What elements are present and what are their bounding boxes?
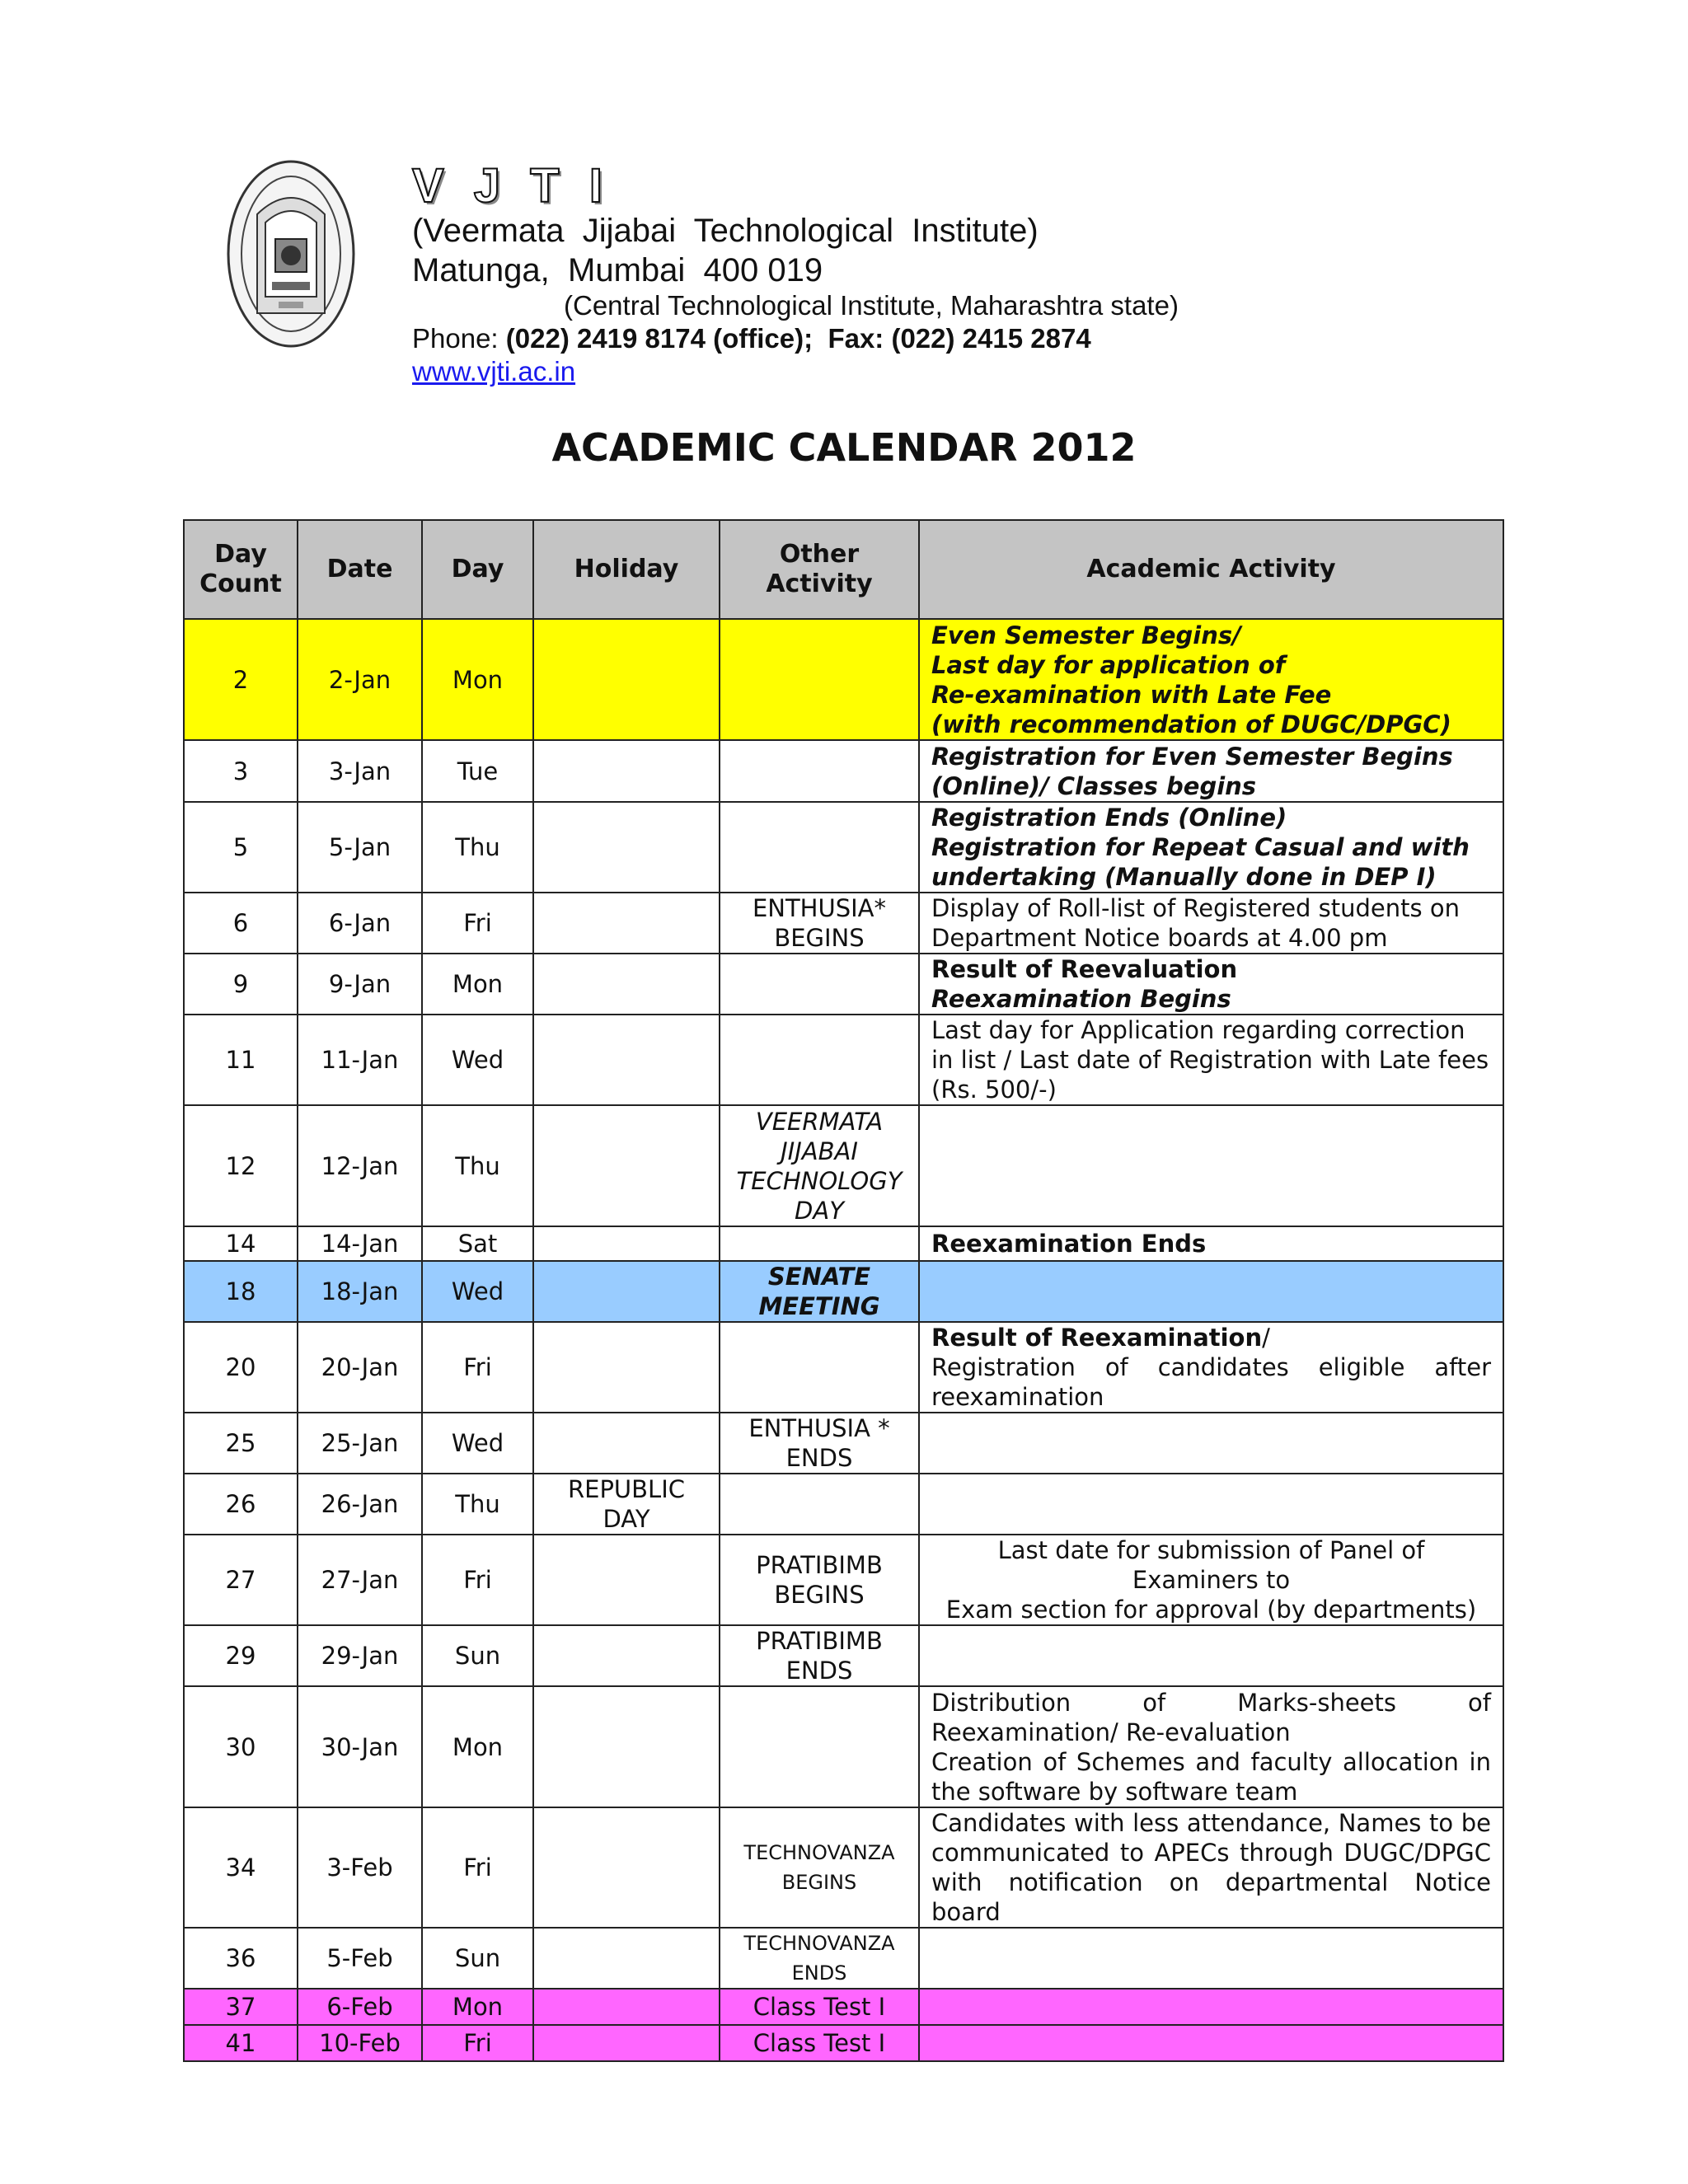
table-row xyxy=(184,1989,1503,2025)
day-count-cell: 14 xyxy=(184,1226,298,1261)
date-cell: 14-Jan xyxy=(298,1226,422,1261)
day-count-cell: 36 xyxy=(184,1928,298,1989)
academic-activity-cell xyxy=(919,1989,1503,2025)
table-row xyxy=(184,802,1503,893)
table-row xyxy=(184,619,1503,740)
other-activity-cell: Class Test I xyxy=(720,1989,919,2025)
header-day: Day xyxy=(422,520,533,619)
other-activity-cell xyxy=(720,619,919,740)
holiday-cell xyxy=(533,1322,720,1413)
day-count-cell: 9 xyxy=(184,954,298,1015)
academic-activity-cell: Distribution of Marks-sheets of Reexamination/ Re-evaluation Creation of Schemes and faculty allocation in the software by software team xyxy=(919,1686,1503,1807)
table-header-row xyxy=(184,520,1503,619)
day-count-cell: 12 xyxy=(184,1105,298,1226)
date-cell: 5-Jan xyxy=(298,802,422,893)
academic-activity-cell xyxy=(919,1625,1503,1686)
table-row xyxy=(184,893,1503,954)
academic-calendar-table xyxy=(183,519,1504,2062)
day-cell: Sun xyxy=(422,1625,533,1686)
academic-activity-cell: Last day for Application regarding correction in list / Last date of Registration with Late fees (Rs. 500/-) xyxy=(919,1015,1503,1105)
table-row xyxy=(184,740,1503,802)
day-cell: Sun xyxy=(422,1928,533,1989)
holiday-cell xyxy=(533,1226,720,1261)
holiday-cell xyxy=(533,740,720,802)
academic-activity-cell: Display of Roll-list of Registered students on Department Notice boards at 4.00 pm xyxy=(919,893,1503,954)
date-cell: 29-Jan xyxy=(298,1625,422,1686)
academic-activity-cell xyxy=(919,1928,1503,1989)
day-cell: Fri xyxy=(422,1322,533,1413)
academic-activity-cell: Result of Reexamination/ Registration of candidates eligible after reexamination xyxy=(919,1322,1503,1413)
date-cell: 6-Feb xyxy=(298,1989,422,2025)
day-count-cell: 11 xyxy=(184,1015,298,1105)
day-count-cell: 6 xyxy=(184,893,298,954)
holiday-cell xyxy=(533,1625,720,1686)
holiday-cell xyxy=(533,954,720,1015)
holiday-cell xyxy=(533,1989,720,2025)
academic-activity-cell: Registration Ends (Online) Registration for Repeat Casual and with undertaking (Manually done in DEP I) xyxy=(919,802,1503,893)
other-activity-cell: Class Test I xyxy=(720,2025,919,2061)
day-cell: Thu xyxy=(422,1474,533,1535)
holiday-cell xyxy=(533,1928,720,1989)
day-cell: Mon xyxy=(422,1686,533,1807)
other-activity-cell xyxy=(720,1474,919,1535)
phone-label: Phone: xyxy=(412,323,506,354)
day-count-cell: 37 xyxy=(184,1989,298,2025)
day-cell: Sat xyxy=(422,1226,533,1261)
document-title: ACADEMIC CALENDAR 2012 xyxy=(551,425,1137,470)
holiday-cell xyxy=(533,1807,720,1928)
day-cell: Wed xyxy=(422,1413,533,1474)
day-count-cell: 18 xyxy=(184,1261,298,1322)
holiday-cell xyxy=(533,1105,720,1226)
day-cell: Thu xyxy=(422,1105,533,1226)
institute-short-name: V J T I xyxy=(412,159,611,213)
day-count-cell: 3 xyxy=(184,740,298,802)
other-activity-cell xyxy=(720,1686,919,1807)
holiday-cell xyxy=(533,802,720,893)
holiday-cell xyxy=(533,893,720,954)
table-row xyxy=(184,1625,1503,1686)
other-activity-cell: TECHNOVANZA ENDS xyxy=(720,1928,919,1989)
date-cell: 26-Jan xyxy=(298,1474,422,1535)
other-activity-cell: ENTHUSIA * ENDS xyxy=(720,1413,919,1474)
date-cell: 27-Jan xyxy=(298,1535,422,1625)
date-cell: 25-Jan xyxy=(298,1413,422,1474)
other-activity-cell: PRATIBIMB BEGINS xyxy=(720,1535,919,1625)
academic-activity-cell xyxy=(919,1105,1503,1226)
day-count-cell: 2 xyxy=(184,619,298,740)
day-count-cell: 20 xyxy=(184,1322,298,1413)
date-cell: 3-Jan xyxy=(298,740,422,802)
academic-activity-cell xyxy=(919,1261,1503,1322)
holiday-cell: REPUBLIC DAY xyxy=(533,1474,720,1535)
day-cell: Tue xyxy=(422,740,533,802)
institute-address: Matunga, Mumbai 400 019 xyxy=(412,252,823,288)
table-row xyxy=(184,1413,1503,1474)
day-cell: Fri xyxy=(422,1807,533,1928)
day-count-cell: 5 xyxy=(184,802,298,893)
header-date: Date xyxy=(298,520,422,619)
date-cell: 11-Jan xyxy=(298,1015,422,1105)
academic-activity-cell xyxy=(919,1474,1503,1535)
website-link[interactable]: www.vjti.ac.in xyxy=(412,356,576,387)
day-count-cell: 41 xyxy=(184,2025,298,2061)
table-row xyxy=(184,1322,1503,1413)
day-cell: Mon xyxy=(422,954,533,1015)
other-activity-cell: VEERMATA JIJABAI TECHNOLOGY DAY xyxy=(720,1105,919,1226)
header-academic-activity: Academic Activity xyxy=(919,520,1503,619)
table-row xyxy=(184,1226,1503,1261)
other-activity-cell: SENATE MEETING xyxy=(720,1261,919,1322)
date-cell: 18-Jan xyxy=(298,1261,422,1322)
day-count-cell: 27 xyxy=(184,1535,298,1625)
header-holiday: Holiday xyxy=(533,520,720,619)
holiday-cell xyxy=(533,1261,720,1322)
day-cell: Wed xyxy=(422,1261,533,1322)
academic-activity-cell: Candidates with less attendance, Names to be communicated to APECs through DUGC/DPGC with notification on departmental Notice board xyxy=(919,1807,1503,1928)
academic-activity-cell xyxy=(919,2025,1503,2061)
vjti-seal-logo-icon xyxy=(224,157,358,351)
date-cell: 2-Jan xyxy=(298,619,422,740)
institute-status: (Central Technological Institute, Maharashtra state) xyxy=(564,290,1179,321)
table-row xyxy=(184,1105,1503,1226)
phone-fax-value: (022) 2419 8174 (office); Fax: (022) 2415 2874 xyxy=(505,323,1091,354)
academic-activity-cell: Last date for submission of Panel of Examiners to Exam section for approval (by departments) xyxy=(919,1535,1503,1625)
day-cell: Fri xyxy=(422,893,533,954)
date-cell: 6-Jan xyxy=(298,893,422,954)
day-cell: Thu xyxy=(422,802,533,893)
holiday-cell xyxy=(533,1413,720,1474)
day-cell: Mon xyxy=(422,619,533,740)
other-activity-cell xyxy=(720,954,919,1015)
institute-full-name: (Veermata Jijabai Technological Institute) xyxy=(412,213,1039,249)
date-cell: 10-Feb xyxy=(298,2025,422,2061)
table-row xyxy=(184,1261,1503,1322)
contact-line xyxy=(412,323,1091,354)
table-row xyxy=(184,954,1503,1015)
other-activity-cell xyxy=(720,740,919,802)
day-count-cell: 26 xyxy=(184,1474,298,1535)
header-day-count: Day Count xyxy=(184,520,298,619)
day-cell: Wed xyxy=(422,1015,533,1105)
table-row xyxy=(184,1015,1503,1105)
other-activity-cell xyxy=(720,802,919,893)
day-cell: Fri xyxy=(422,1535,533,1625)
date-cell: 30-Jan xyxy=(298,1686,422,1807)
date-cell: 20-Jan xyxy=(298,1322,422,1413)
holiday-cell xyxy=(533,2025,720,2061)
date-cell: 3-Feb xyxy=(298,1807,422,1928)
table-row xyxy=(184,1535,1503,1625)
holiday-cell xyxy=(533,1015,720,1105)
day-count-cell: 29 xyxy=(184,1625,298,1686)
day-count-cell: 30 xyxy=(184,1686,298,1807)
academic-activity-cell xyxy=(919,1413,1503,1474)
academic-activity-cell: Reexamination Ends xyxy=(919,1226,1503,1261)
academic-activity-cell: Even Semester Begins/ Last day for application of Re-examination with Late Fee (with recommendation of DUGC/DPGC) xyxy=(919,619,1503,740)
other-activity-cell: ENTHUSIA* BEGINS xyxy=(720,893,919,954)
other-activity-cell xyxy=(720,1322,919,1413)
day-count-cell: 25 xyxy=(184,1413,298,1474)
table-row xyxy=(184,1474,1503,1535)
day-count-cell: 34 xyxy=(184,1807,298,1928)
academic-activity-cell: Registration for Even Semester Begins (Online)/ Classes begins xyxy=(919,740,1503,802)
header-other-activity: Other Activity xyxy=(720,520,919,619)
other-activity-cell xyxy=(720,1015,919,1105)
other-activity-cell: TECHNOVANZA BEGINS xyxy=(720,1807,919,1928)
date-cell: 5-Feb xyxy=(298,1928,422,1989)
holiday-cell xyxy=(533,619,720,740)
holiday-cell xyxy=(533,1686,720,1807)
other-activity-cell xyxy=(720,1226,919,1261)
table-row xyxy=(184,2025,1503,2061)
holiday-cell xyxy=(533,1535,720,1625)
date-cell: 9-Jan xyxy=(298,954,422,1015)
other-activity-cell: PRATIBIMB ENDS xyxy=(720,1625,919,1686)
academic-activity-cell: Result of Reevaluation Reexamination Begins xyxy=(919,954,1503,1015)
day-cell: Mon xyxy=(422,1989,533,2025)
date-cell: 12-Jan xyxy=(298,1105,422,1226)
table-row xyxy=(184,1928,1503,1989)
day-cell: Fri xyxy=(422,2025,533,2061)
table-row xyxy=(184,1686,1503,1807)
table-row xyxy=(184,1807,1503,1928)
